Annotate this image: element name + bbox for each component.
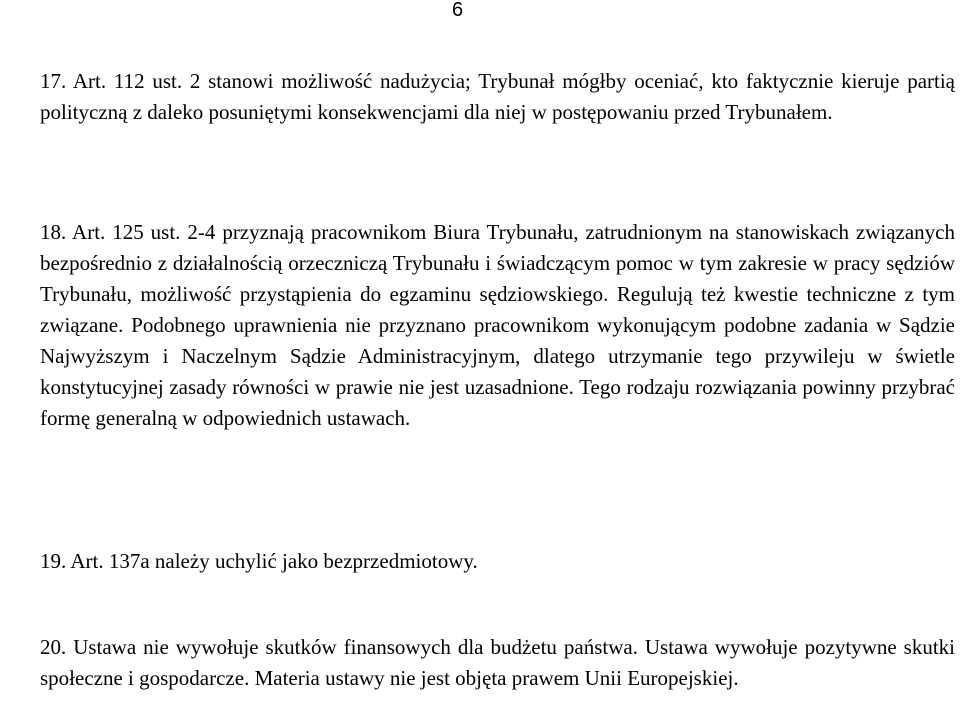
page-number: 6	[452, 0, 464, 21]
paragraph-19: 19. Art. 137a należy uchylić jako bezprzedmiotowy.	[40, 549, 478, 573]
paragraph-17: 17. Art. 112 ust. 2 stanowi możliwość nadużycia; Trybunał mógłby oceniać, kto faktycznie kieruje partią polityczną z daleko posuniętymi konsekwencjami dla niej w postępowaniu przed Trybunałem.	[40, 69, 955, 124]
paragraph-20: 20. Ustawa nie wywołuje skutków finansowych dla budżetu państwa. Ustawa wywołuje pozytywne skutki społeczne i gospodarcze. Materia ustawy nie jest objęta prawem Unii Europejskiej.	[40, 635, 955, 690]
paragraph-18: 18. Art. 125 ust. 2-4 przyznają pracownikom Biura Trybunału, zatrudnionym na stanowiskach związanych bezpośrednio z działalnością orzeczniczą Trybunału i świadczącym pomoc w tym zakresie w pracy sędziów Trybunału, możliwość przystąpienia do egzaminu sędziowskiego. Regulują też kwestie techniczne z tym związane. Podobnego uprawnienia nie przyznano pracownikom wykonującym podobne zadania w Sądzie Najwyższym i Naczelnym Sądzie Administracyjnym, dlatego utrzymanie tego przywileju w świetle konstytucyjnej zasady równości w prawie nie jest uzasadnione. Tego rodzaju rozwiązania powinny przybrać formę generalną w odpowiednich ustawach.	[40, 220, 955, 430]
